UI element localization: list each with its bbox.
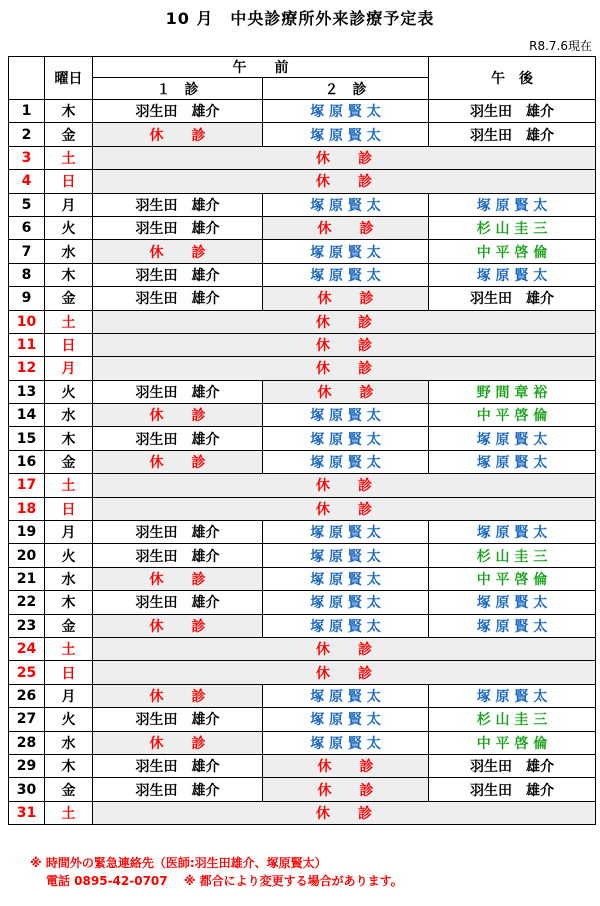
weekday: 日 <box>45 661 93 684</box>
afternoon-cell: 野 間 章 裕 <box>429 380 596 403</box>
clinic-2-header: ２ 診 <box>263 78 429 100</box>
afternoon-cell: 塚 原 賢 太 <box>429 193 596 216</box>
clinic-2-cell: 塚 原 賢 太 <box>263 684 429 707</box>
day-number: 5 <box>9 193 45 216</box>
day-number: 1 <box>9 100 45 123</box>
afternoon-cell: 杉 山 圭 三 <box>429 216 596 239</box>
weekday: 土 <box>45 474 93 497</box>
clinic-1-cell: 羽生田 雄介 <box>93 287 263 310</box>
day-number: 23 <box>9 614 45 637</box>
clinic-1-cell: 羽生田 雄介 <box>93 754 263 777</box>
clinic-1-cell: 羽生田 雄介 <box>93 193 263 216</box>
afternoon-cell: 塚 原 賢 太 <box>429 614 596 637</box>
day-number: 9 <box>9 287 45 310</box>
clinic-2-cell: 休 診 <box>263 380 429 403</box>
clinic-2-cell: 塚 原 賢 太 <box>263 263 429 286</box>
afternoon-cell: 塚 原 賢 太 <box>429 263 596 286</box>
weekday: 土 <box>45 801 93 824</box>
table-row <box>9 100 596 123</box>
weekday: 金 <box>45 287 93 310</box>
clinic-2-cell: 休 診 <box>263 778 429 801</box>
day-number: 4 <box>9 170 45 193</box>
clinic-1-cell: 休 診 <box>93 404 263 427</box>
weekday: 水 <box>45 567 93 590</box>
day-number: 7 <box>9 240 45 263</box>
day-header <box>9 57 45 100</box>
table-row <box>9 263 596 286</box>
clinic-1-cell: 休 診 <box>93 123 263 146</box>
afternoon-cell: 羽生田 雄介 <box>429 123 596 146</box>
closed-day-cell: 休 診 <box>93 357 596 380</box>
weekday: 月 <box>45 684 93 707</box>
weekday: 木 <box>45 427 93 450</box>
table-row <box>9 333 596 356</box>
day-number: 3 <box>9 146 45 169</box>
weekday: 火 <box>45 708 93 731</box>
afternoon-cell: 塚 原 賢 太 <box>429 684 596 707</box>
table-row <box>9 193 596 216</box>
day-number: 15 <box>9 427 45 450</box>
closed-day-cell: 休 診 <box>93 661 596 684</box>
afternoon-cell: 羽生田 雄介 <box>429 754 596 777</box>
table-row <box>9 146 596 169</box>
day-number: 16 <box>9 450 45 473</box>
clinic-2-cell: 塚 原 賢 太 <box>263 427 429 450</box>
clinic-2-cell: 塚 原 賢 太 <box>263 521 429 544</box>
day-number: 2 <box>9 123 45 146</box>
clinic-2-cell: 休 診 <box>263 216 429 239</box>
afternoon-cell: 塚 原 賢 太 <box>429 450 596 473</box>
phone-note: 電話 0895-42-0707 ※ 都合により変更する場合があります。 <box>46 874 403 888</box>
closed-day-cell: 休 診 <box>93 637 596 660</box>
closed-day-cell: 休 診 <box>93 170 596 193</box>
weekday: 金 <box>45 614 93 637</box>
day-number: 14 <box>9 404 45 427</box>
afternoon-cell: 中 平 啓 倫 <box>429 567 596 590</box>
weekday: 月 <box>45 521 93 544</box>
weekday: 水 <box>45 731 93 754</box>
day-number: 20 <box>9 544 45 567</box>
afternoon-cell: 塚 原 賢 太 <box>429 591 596 614</box>
clinic-1-cell: 羽生田 雄介 <box>93 521 263 544</box>
clinic-1-cell: 羽生田 雄介 <box>93 380 263 403</box>
afternoon-cell: 中 平 啓 倫 <box>429 731 596 754</box>
day-number: 24 <box>9 637 45 660</box>
weekday: 金 <box>45 778 93 801</box>
table-row <box>9 380 596 403</box>
closed-day-cell: 休 診 <box>93 474 596 497</box>
table-row <box>9 357 596 380</box>
weekday: 金 <box>45 450 93 473</box>
emergency-contact: ※ 時間外の緊急連絡先（医師:羽生田雄介、塚原賢太） <box>30 856 327 870</box>
clinic-1-cell: 羽生田 雄介 <box>93 778 263 801</box>
clinic-2-cell: 休 診 <box>263 287 429 310</box>
clinic-1-cell: 羽生田 雄介 <box>93 708 263 731</box>
schedule-table <box>8 56 596 825</box>
table-row <box>9 544 596 567</box>
clinic-1-cell: 休 診 <box>93 450 263 473</box>
table-row <box>9 240 596 263</box>
day-number: 31 <box>9 801 45 824</box>
closed-day-cell: 休 診 <box>93 146 596 169</box>
day-number: 29 <box>9 754 45 777</box>
page-title: 10 月 中央診療所外来診療予定表 <box>165 9 435 28</box>
table-row <box>9 731 596 754</box>
day-number: 25 <box>9 661 45 684</box>
clinic-1-cell: 休 診 <box>93 240 263 263</box>
clinic-2-cell: 塚 原 賢 太 <box>263 708 429 731</box>
table-row <box>9 661 596 684</box>
day-number: 18 <box>9 497 45 520</box>
clinic-2-cell: 塚 原 賢 太 <box>263 404 429 427</box>
day-number: 26 <box>9 684 45 707</box>
day-number: 17 <box>9 474 45 497</box>
day-number: 10 <box>9 310 45 333</box>
afternoon-cell: 羽生田 雄介 <box>429 778 596 801</box>
weekday: 水 <box>45 404 93 427</box>
day-number: 19 <box>9 521 45 544</box>
weekday-header: 曜日 <box>45 57 93 100</box>
clinic-1-header: １ 診 <box>93 78 263 100</box>
afternoon-header: 午 後 <box>429 57 596 100</box>
clinic-1-cell: 羽生田 雄介 <box>93 263 263 286</box>
weekday: 土 <box>45 637 93 660</box>
afternoon-cell: 羽生田 雄介 <box>429 287 596 310</box>
weekday: 木 <box>45 591 93 614</box>
table-row <box>9 170 596 193</box>
clinic-1-cell: 休 診 <box>93 731 263 754</box>
clinic-2-cell: 塚 原 賢 太 <box>263 123 429 146</box>
clinic-1-cell: 休 診 <box>93 567 263 590</box>
afternoon-cell: 塚 原 賢 太 <box>429 427 596 450</box>
table-row <box>9 684 596 707</box>
weekday: 火 <box>45 380 93 403</box>
clinic-1-cell: 羽生田 雄介 <box>93 544 263 567</box>
clinic-2-cell: 塚 原 賢 太 <box>263 100 429 123</box>
clinic-2-cell: 塚 原 賢 太 <box>263 614 429 637</box>
morning-header: 午 前 <box>93 57 429 78</box>
clinic-2-cell: 塚 原 賢 太 <box>263 567 429 590</box>
weekday: 木 <box>45 263 93 286</box>
table-row <box>9 591 596 614</box>
table-row <box>9 474 596 497</box>
table-row <box>9 404 596 427</box>
as-of-date: R8.7.6現在 <box>529 39 592 53</box>
clinic-1-cell: 休 診 <box>93 614 263 637</box>
weekday: 土 <box>45 310 93 333</box>
afternoon-cell: 中 平 啓 倫 <box>429 240 596 263</box>
closed-day-cell: 休 診 <box>93 333 596 356</box>
clinic-1-cell: 羽生田 雄介 <box>93 427 263 450</box>
afternoon-cell: 杉 山 圭 三 <box>429 544 596 567</box>
day-number: 11 <box>9 333 45 356</box>
afternoon-cell: 羽生田 雄介 <box>429 100 596 123</box>
weekday: 月 <box>45 193 93 216</box>
clinic-1-cell: 羽生田 雄介 <box>93 591 263 614</box>
weekday: 日 <box>45 333 93 356</box>
table-row <box>9 216 596 239</box>
table-row <box>9 521 596 544</box>
table-row <box>9 778 596 801</box>
weekday: 木 <box>45 754 93 777</box>
table-row <box>9 614 596 637</box>
table-row <box>9 567 596 590</box>
table-row <box>9 708 596 731</box>
table-row <box>9 497 596 520</box>
weekday: 日 <box>45 170 93 193</box>
afternoon-cell: 塚 原 賢 太 <box>429 521 596 544</box>
day-number: 27 <box>9 708 45 731</box>
weekday: 木 <box>45 100 93 123</box>
day-number: 13 <box>9 380 45 403</box>
clinic-2-cell: 塚 原 賢 太 <box>263 240 429 263</box>
clinic-2-cell: 塚 原 賢 太 <box>263 193 429 216</box>
afternoon-cell: 中 平 啓 倫 <box>429 404 596 427</box>
table-row <box>9 427 596 450</box>
clinic-1-cell: 羽生田 雄介 <box>93 100 263 123</box>
closed-day-cell: 休 診 <box>93 801 596 824</box>
clinic-2-cell: 塚 原 賢 太 <box>263 450 429 473</box>
day-number: 12 <box>9 357 45 380</box>
day-number: 22 <box>9 591 45 614</box>
afternoon-cell: 杉 山 圭 三 <box>429 708 596 731</box>
footer-note <box>30 854 403 890</box>
table-row <box>9 801 596 824</box>
clinic-1-cell: 休 診 <box>93 684 263 707</box>
table-row <box>9 450 596 473</box>
clinic-2-cell: 休 診 <box>263 754 429 777</box>
weekday: 土 <box>45 146 93 169</box>
table-row <box>9 287 596 310</box>
day-number: 6 <box>9 216 45 239</box>
day-number: 30 <box>9 778 45 801</box>
closed-day-cell: 休 診 <box>93 310 596 333</box>
table-row <box>9 310 596 333</box>
table-row <box>9 637 596 660</box>
weekday: 金 <box>45 123 93 146</box>
day-number: 21 <box>9 567 45 590</box>
weekday: 火 <box>45 544 93 567</box>
table-row <box>9 123 596 146</box>
table-row <box>9 754 596 777</box>
clinic-2-cell: 塚 原 賢 太 <box>263 544 429 567</box>
clinic-2-cell: 塚 原 賢 太 <box>263 731 429 754</box>
day-number: 8 <box>9 263 45 286</box>
weekday: 水 <box>45 240 93 263</box>
weekday: 日 <box>45 497 93 520</box>
closed-day-cell: 休 診 <box>93 497 596 520</box>
clinic-2-cell: 塚 原 賢 太 <box>263 591 429 614</box>
day-number: 28 <box>9 731 45 754</box>
weekday: 火 <box>45 216 93 239</box>
clinic-1-cell: 羽生田 雄介 <box>93 216 263 239</box>
weekday: 月 <box>45 357 93 380</box>
